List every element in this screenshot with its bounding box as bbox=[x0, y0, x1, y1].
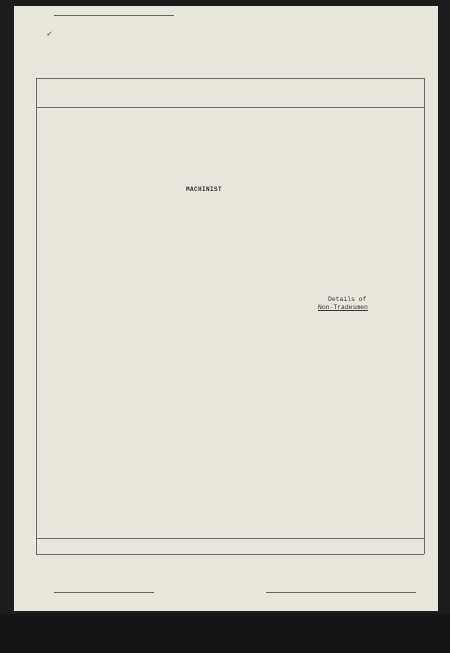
carried-forward-line bbox=[36, 554, 424, 555]
table-bottom-line bbox=[36, 538, 424, 539]
table-top-line bbox=[36, 78, 424, 79]
non-tradesmen-title-2: Non-Tradesmen bbox=[318, 304, 368, 311]
col3-heading bbox=[236, 90, 280, 94]
form-sheet bbox=[14, 6, 438, 611]
col1-heading bbox=[40, 90, 84, 94]
table-header-line bbox=[36, 107, 424, 108]
col2-heading bbox=[138, 90, 182, 94]
machinist-entry: MACHINIST bbox=[186, 186, 223, 193]
signature-line bbox=[266, 592, 416, 593]
table-left-line bbox=[36, 78, 37, 554]
archive-footer bbox=[0, 614, 450, 653]
margin-tick: ✓ bbox=[46, 30, 52, 38]
unit-underline bbox=[54, 15, 174, 16]
col4-heading bbox=[332, 90, 378, 94]
despatch-date-line bbox=[54, 592, 154, 593]
non-tradesmen-title-1: Details of bbox=[328, 296, 367, 303]
table-right-line bbox=[424, 78, 425, 554]
non-tradesmen-block bbox=[312, 296, 424, 456]
